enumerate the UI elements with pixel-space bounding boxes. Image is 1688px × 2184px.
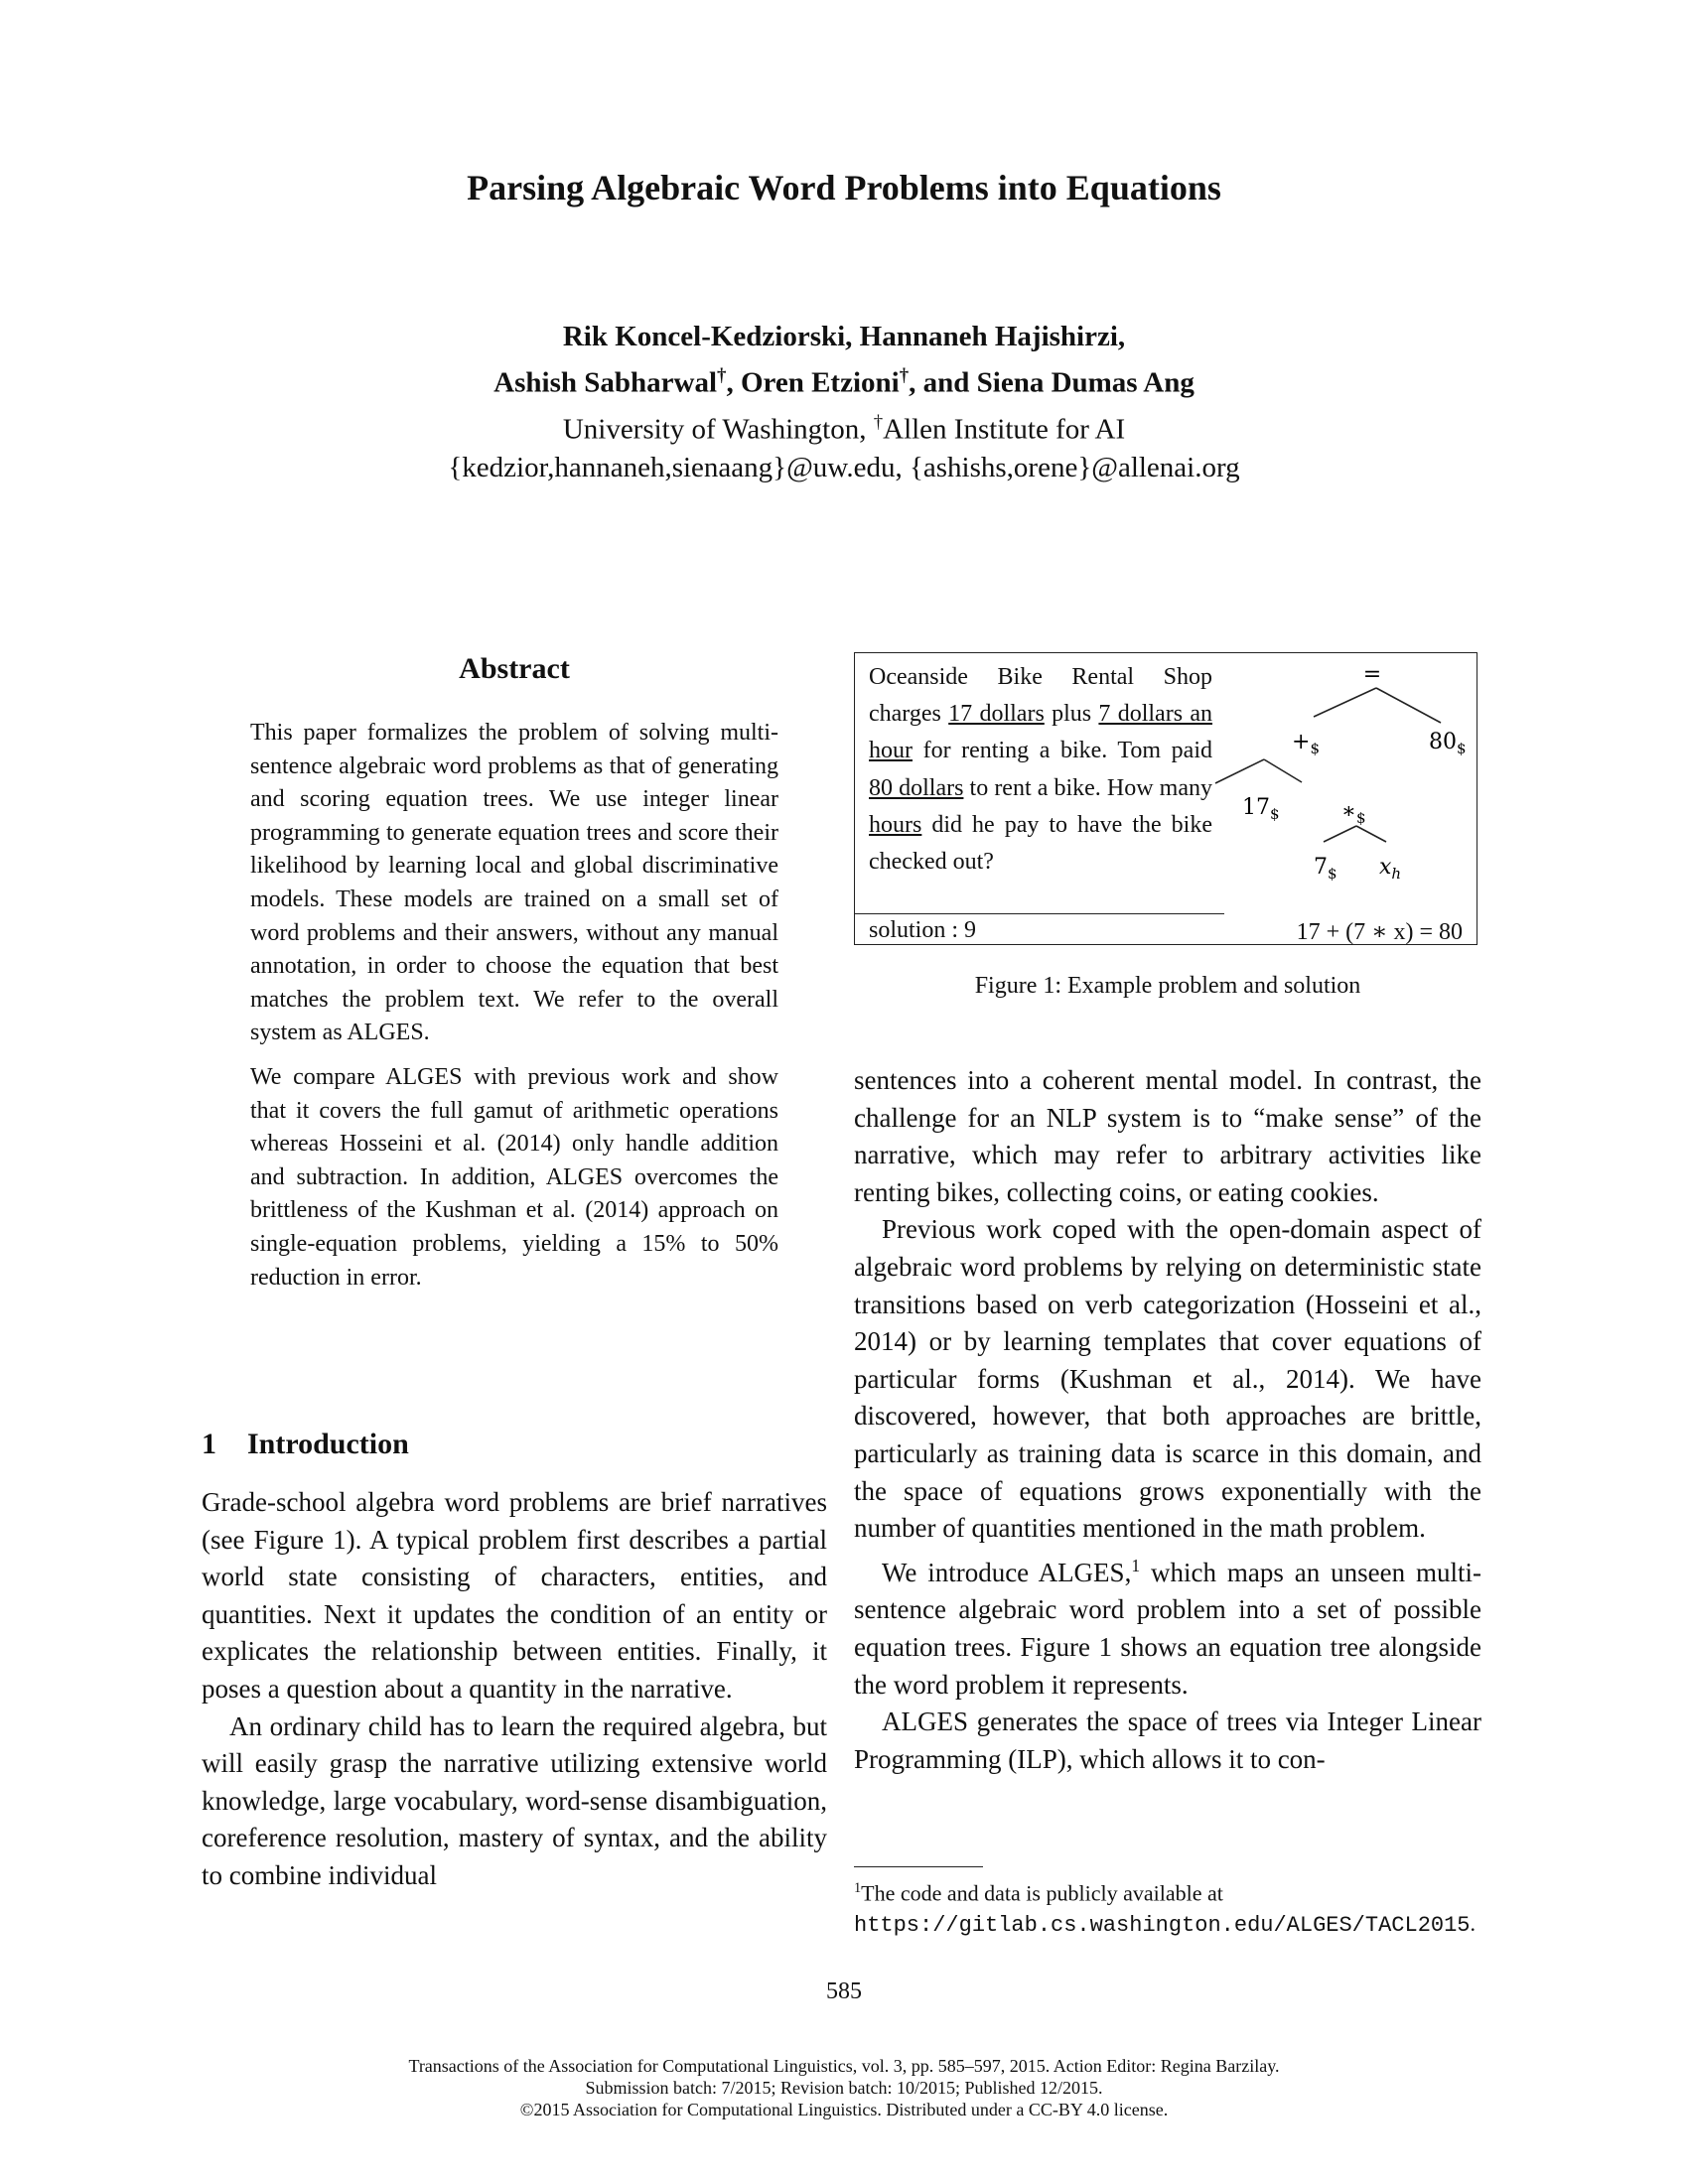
tree-edge-root-right — [1376, 688, 1441, 723]
figure-1-solution: solution : 9 — [869, 917, 977, 943]
journal-footer — [0, 2055, 1688, 2120]
footnote-rule — [854, 1866, 983, 1867]
footer-line-1: Transactions of the Association for Computational Linguistics, vol. 3, pp. 585–597, 2015. Action Editor: Regina Barzilay. — [408, 2056, 1280, 2076]
tree-edge-plus-left — [1215, 759, 1264, 783]
figure-1-problem-text: Oceanside Bike Rental Shop charges 17 dollars plus 7 dollars an hour for renting a bike. Tom paid 80 dollars to rent a bike. How many hours did he pay to have the bike checked out? — [869, 664, 1213, 876]
figure-1-equation: 17 + (7 ∗ x) = 80 — [1296, 919, 1463, 945]
tree-node-17: $17_{\$}$ — [1242, 795, 1280, 823]
intro-paragraph-1: Grade-school algebra word problems are brief narratives (see Figure 1). A typical problem first describes a partial world state consisting of characters, entities, and quantities. Next it updates the condition of an entity or explicates the relationship between entities. Finally, it poses a question about a quantity in the narrative. — [202, 1487, 827, 1704]
tree-node-times: $∗_{\$}$ — [1341, 799, 1366, 827]
introduction-right-column — [854, 1062, 1481, 1778]
section-heading-introduction: 1 Introduction — [202, 1428, 409, 1460]
footer-line-3: ©2015 Association for Computational Linguistics. Distributed under a CC-BY 4.0 license. — [519, 2100, 1169, 2119]
authors-line-1: Rik Koncel-Kedziorski, Hannaneh Hajishirzi, — [562, 321, 1126, 352]
right-paragraph-2: Previous work coped with the open-domain aspect of algebraic word problems by relying on deterministic state transitions based on verb categorization (Hosseini et al., 2014) or by learning templates that cover equations of particular forms (Kushman et al., 2014). We have discovered, however, that both approaches are brittle, particularly as training data is scarce in this domain, and the space of equations grows exponentially with the number of quantities mentioned in the math problem. — [854, 1214, 1481, 1544]
author-block — [0, 318, 1688, 487]
authors-line-2: Ashish Sabharwal†, Oren Etzioni†, and Siena Dumas Ang — [493, 365, 1195, 399]
tree-node-equals: = — [1362, 662, 1382, 687]
tree-node-80: $80_{\$}$ — [1429, 730, 1467, 757]
tree-edge-times-right — [1356, 826, 1386, 842]
tree-node-plus: $+_{\$}$ — [1292, 730, 1320, 757]
tree-edge-root-left — [1314, 688, 1376, 717]
figure-1-box — [854, 652, 1477, 945]
page-number: 585 — [826, 1979, 862, 2004]
tree-node-7: $7_{\$}$ — [1314, 855, 1337, 883]
paper-title: Parsing Algebraic Word Problems into Equations — [467, 168, 1221, 207]
footer-line-2: Submission batch: 7/2015; Revision batch: 10/2015; Published 12/2015. — [585, 2078, 1103, 2098]
introduction-left-column — [202, 1484, 827, 1895]
footnote-url-link[interactable]: https://gitlab.cs.washington.edu/ALGES/TACL2015 — [854, 1913, 1471, 1939]
footnote-1: $^1$The code and data is publicly available at https://gitlab.cs.washington.edu/ALGES/TACL2015. — [854, 1880, 1477, 1939]
abstract-paragraph-1: This paper formalizes the problem of solving multi-sentence algebraic word problems as that of generating and scoring equation trees. We use integer linear programming to generate equation trees and score their likelihood by learning local and global discriminative models. These models are trained on a small set of word problems and their answers, without any manual annotation, in order to choose the equation that best matches the problem text. We refer to the overall system as ALGES. — [250, 720, 778, 1046]
intro-paragraph-2: An ordinary child has to learn the required algebra, but will easily grasp the narrative utilizing extensive world knowledge, large vocabulary, word-sense disambiguation, coreference resolution, mastery of syntax, and the ability to combine individual — [202, 1710, 827, 1890]
author-emails: {kedzior,hannaneh,sienaang}@uw.edu, {ashishs,orene}@allenai.org — [448, 452, 1240, 484]
abstract-paragraph-2: We compare ALGES with previous work and show that it covers the full gamut of arithmetic operations whereas Hosseini et al. (2014) only handle addition and subtraction. In addition, ALGES overcomes the brittleness of the Kushman et al. (2014) approach on single-equation problems, yielding a 15% to 50% reduction in error. — [250, 1063, 778, 1291]
tree-edge-times-left — [1324, 826, 1356, 842]
right-paragraph-1: sentences into a coherent mental model. In contrast, the challenge for an NLP system is to “make sense” of the narrative, which may refer to arbitrary activities like renting bikes, collecting coins, or eating cookies. — [854, 1065, 1481, 1207]
right-paragraph-4: ALGES generates the space of trees via Integer Linear Programming (ILP), which allows it to con- — [854, 1706, 1481, 1774]
right-paragraph-3: We introduce ALGES,$^1$ which maps an unseen multi-sentence algebraic word problem into a set of possible equation trees. Figure 1 shows an equation tree alongside the word problem it represents. — [854, 1555, 1482, 1700]
abstract-body — [250, 717, 778, 1305]
abstract-heading: Abstract — [459, 652, 570, 685]
figure-1-caption: Figure 1: Example problem and solution — [974, 973, 1361, 999]
equation-tree-diagram — [855, 653, 1477, 944]
tree-node-x-h: $x_h$ — [1379, 855, 1402, 883]
affiliations: University of Washington, †Allen Institute for AI — [562, 411, 1126, 446]
tree-edge-plus-right — [1264, 759, 1302, 782]
